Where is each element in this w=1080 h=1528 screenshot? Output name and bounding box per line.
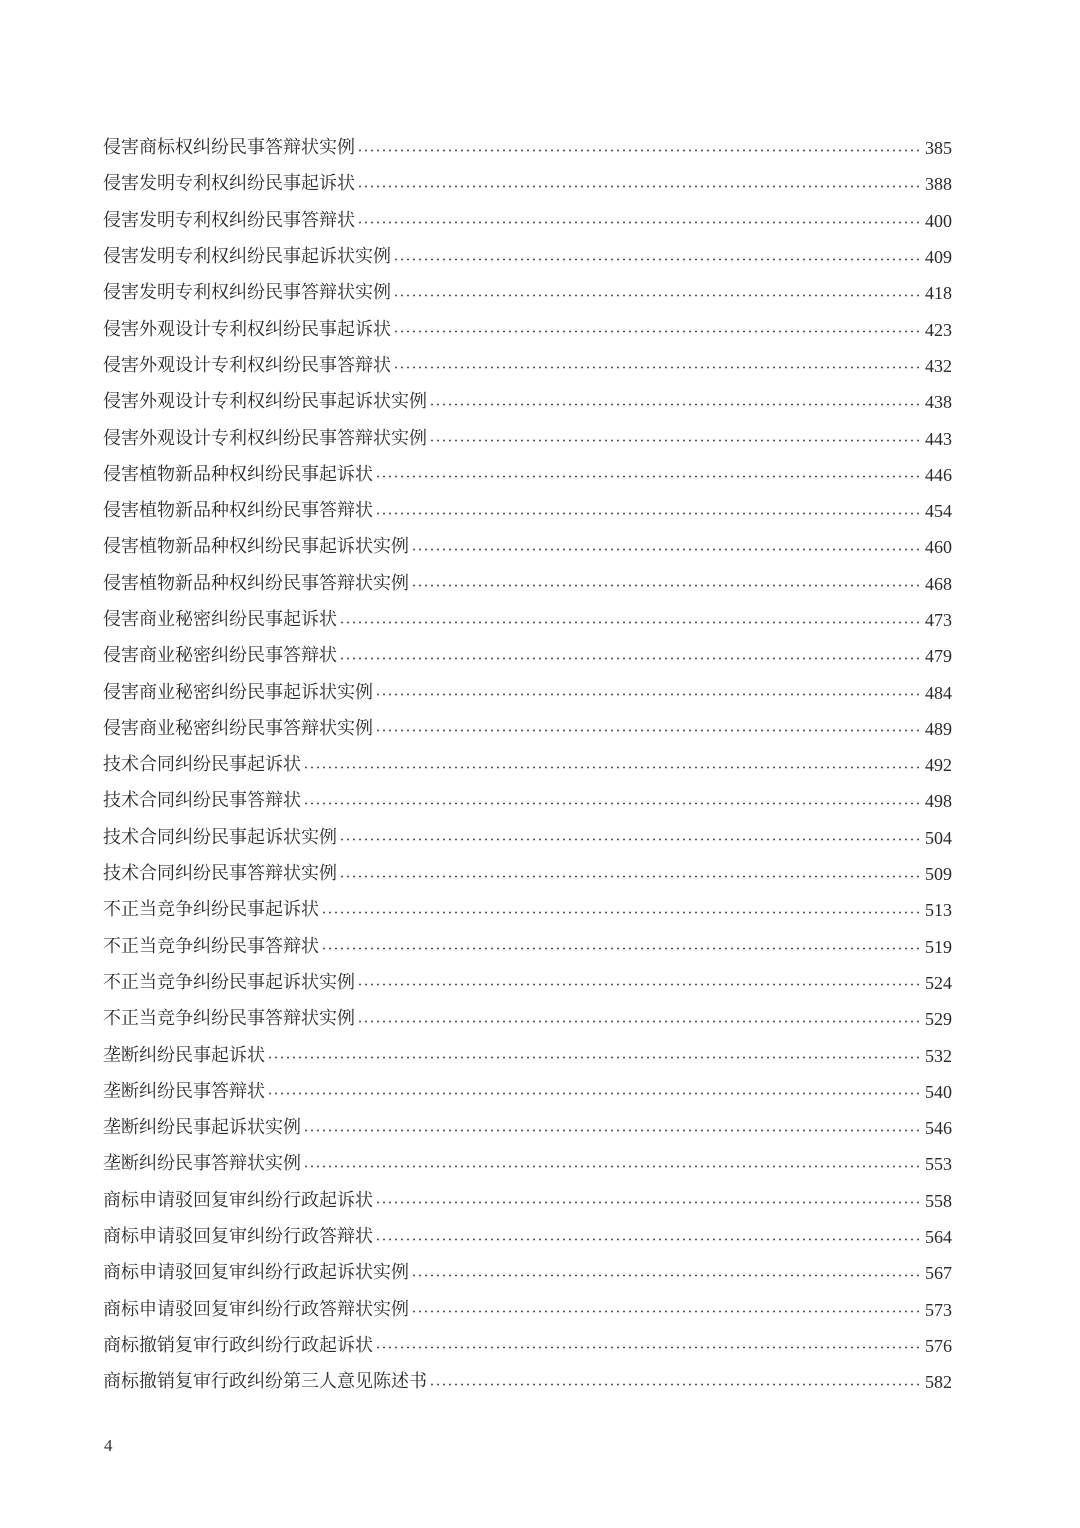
toc-entry-page: 484	[925, 682, 952, 703]
toc-entry-title: 不正当竞争纠纷民事答辩状	[103, 935, 319, 957]
toc-entry[interactable]	[103, 820, 952, 856]
toc-entry-page: 582	[925, 1372, 952, 1393]
dot-leader	[375, 729, 923, 732]
toc-entry[interactable]	[103, 203, 952, 239]
dot-leader	[303, 802, 923, 805]
toc-entry-page: 385	[925, 138, 952, 159]
dot-leader	[303, 766, 923, 769]
toc-entry-title: 侵害商业秘密纠纷民事答辩状	[103, 645, 337, 667]
toc-entry[interactable]	[103, 311, 952, 347]
toc-entry-title: 侵害发明专利权纠纷民事起诉状实例	[103, 246, 391, 268]
toc-entry-title: 侵害外观设计专利权纠纷民事起诉状	[103, 318, 391, 340]
toc-entry-title: 侵害植物新品种权纠纷民事起诉状	[103, 463, 373, 485]
dot-leader	[375, 1201, 923, 1204]
toc-entry[interactable]	[103, 566, 952, 602]
toc-entry-page: 573	[925, 1299, 952, 1320]
toc-entry-page: 423	[925, 319, 952, 340]
dot-leader	[429, 439, 923, 442]
toc-entry-title: 侵害商业秘密纠纷民事起诉状实例	[103, 681, 373, 703]
toc-entry[interactable]	[103, 348, 952, 384]
toc-entry[interactable]	[103, 1292, 952, 1328]
toc-entry[interactable]	[103, 493, 952, 529]
toc-entry-title: 商标申请驳回复审纠纷行政起诉状	[103, 1189, 373, 1211]
toc-entry-title: 不正当竞争纠纷民事答辩状实例	[103, 1008, 355, 1030]
toc-entry[interactable]	[103, 965, 952, 1001]
toc-entry-title: 技术合同纠纷民事起诉状实例	[103, 826, 337, 848]
dot-leader	[357, 1020, 923, 1023]
dot-leader	[375, 475, 923, 478]
dot-leader	[357, 185, 923, 188]
toc-entry[interactable]	[103, 783, 952, 819]
toc-entry[interactable]	[103, 130, 952, 166]
toc-entry[interactable]	[103, 929, 952, 965]
toc-entry-page: 546	[925, 1118, 952, 1139]
toc-entry-title: 商标撤销复审行政纠纷行政起诉状	[103, 1334, 373, 1356]
toc-entry-title: 侵害植物新品种权纠纷民事起诉状实例	[103, 536, 409, 558]
toc-entry-page: 513	[925, 900, 952, 921]
toc-entry-page: 473	[925, 610, 952, 630]
dot-leader	[375, 512, 923, 515]
toc-entry-page: 432	[925, 355, 952, 376]
dot-leader	[303, 1165, 923, 1168]
dot-leader	[429, 403, 923, 406]
dot-leader	[321, 947, 923, 950]
toc-entry-page: 443	[925, 428, 952, 449]
toc-entry[interactable]	[103, 1110, 952, 1146]
dot-leader	[375, 1238, 923, 1241]
toc-entry-title: 侵害外观设计专利权纠纷民事答辩状	[103, 354, 391, 376]
page-number: 4	[104, 1436, 113, 1455]
toc-entry-page: 489	[925, 718, 952, 739]
toc-entry-title: 不正当竞争纠纷民事起诉状	[103, 899, 319, 921]
toc-entry-page: 454	[925, 501, 952, 522]
dot-leader	[411, 584, 923, 587]
dot-leader	[339, 621, 923, 624]
dot-leader	[267, 1092, 923, 1095]
toc-entry-page: 468	[925, 573, 952, 594]
toc-entry[interactable]	[103, 602, 952, 638]
toc-entry-page: 418	[925, 283, 952, 304]
toc-entry[interactable]	[103, 856, 952, 892]
toc-entry[interactable]	[103, 384, 952, 420]
dot-leader	[375, 693, 923, 696]
toc-entry-title: 垄断纠纷民事起诉状实例	[103, 1117, 301, 1139]
toc-entry-page: 553	[925, 1154, 952, 1175]
toc-entry[interactable]	[103, 1037, 952, 1073]
toc-entry-page: 388	[925, 174, 952, 195]
toc-entry-page: 567	[925, 1263, 952, 1284]
dot-leader	[393, 366, 923, 369]
toc-entry[interactable]	[103, 275, 952, 311]
toc-entry-title: 侵害商业秘密纠纷民事起诉状	[103, 609, 337, 630]
toc-entry-title: 技术合同纠纷民事起诉状	[103, 754, 301, 776]
toc-entry-page: 509	[925, 864, 952, 885]
toc-entry[interactable]	[103, 674, 952, 710]
toc-entry-page: 460	[925, 537, 952, 558]
toc-entry[interactable]	[103, 747, 952, 783]
toc-entry-title: 商标申请驳回复审纠纷行政起诉状实例	[103, 1262, 409, 1284]
toc-entry[interactable]	[103, 1328, 952, 1364]
dot-leader	[411, 1310, 923, 1313]
toc-entry-page: 504	[925, 827, 952, 848]
dot-leader	[411, 1274, 923, 1277]
toc-entry[interactable]	[103, 892, 952, 928]
dot-leader	[411, 548, 923, 551]
toc-entry[interactable]	[103, 1219, 952, 1255]
dot-leader	[357, 221, 923, 224]
toc-entry[interactable]	[103, 239, 952, 275]
toc-entry[interactable]	[103, 1146, 952, 1182]
toc-entry-page: 498	[925, 791, 952, 812]
toc-entry-title: 侵害商标权纠纷民事答辩状实例	[103, 137, 355, 159]
toc-entry[interactable]	[103, 1364, 952, 1400]
table-of-contents	[103, 130, 952, 1400]
toc-entry-title: 技术合同纠纷民事答辩状	[103, 790, 301, 812]
toc-entry-page: 529	[925, 1009, 952, 1030]
toc-entry-title: 侵害发明专利权纠纷民事答辩状实例	[103, 282, 391, 304]
toc-entry[interactable]	[103, 1001, 952, 1037]
toc-entry-title: 侵害发明专利权纠纷民事答辩状	[103, 209, 355, 231]
toc-entry[interactable]	[103, 638, 952, 674]
dot-leader	[393, 330, 923, 333]
toc-entry[interactable]	[103, 1255, 952, 1291]
toc-entry-page: 524	[925, 972, 952, 993]
toc-entry-title: 侵害植物新品种权纠纷民事答辩状	[103, 500, 373, 522]
toc-entry-title: 垄断纠纷民事答辩状	[103, 1080, 265, 1102]
toc-entry-page: 409	[925, 247, 952, 268]
toc-entry-page: 479	[925, 646, 952, 667]
dot-leader	[339, 875, 923, 878]
toc-entry[interactable]	[103, 420, 952, 456]
dot-leader	[357, 149, 923, 152]
toc-entry-title: 侵害外观设计专利权纠纷民事起诉状实例	[103, 391, 427, 413]
toc-entry-page: 492	[925, 755, 952, 776]
toc-entry[interactable]	[103, 529, 952, 565]
toc-entry[interactable]	[103, 457, 952, 493]
toc-entry-title: 技术合同纠纷民事答辩状实例	[103, 863, 337, 885]
toc-entry[interactable]	[103, 1183, 952, 1219]
toc-entry-page: 519	[925, 936, 952, 957]
dot-leader	[393, 294, 923, 297]
dot-leader	[339, 657, 923, 660]
toc-entry-title: 侵害发明专利权纠纷民事起诉状	[103, 173, 355, 195]
toc-entry-page: 564	[925, 1227, 952, 1248]
toc-entry[interactable]	[103, 166, 952, 202]
toc-entry-page: 558	[925, 1190, 952, 1211]
toc-entry-title: 商标申请驳回复审纠纷行政答辩状	[103, 1226, 373, 1248]
dot-leader	[267, 1056, 923, 1059]
toc-entry-title: 不正当竞争纠纷民事起诉状实例	[103, 971, 355, 993]
dot-leader	[393, 258, 923, 261]
toc-entry-page: 400	[925, 210, 952, 231]
toc-entry-page: 446	[925, 464, 952, 485]
toc-entry-title: 侵害植物新品种权纠纷民事答辩状实例	[103, 572, 409, 594]
toc-entry-page: 576	[925, 1335, 952, 1356]
dot-leader	[321, 911, 923, 914]
dot-leader	[375, 1346, 923, 1349]
dot-leader	[339, 838, 923, 841]
toc-entry-title: 垄断纠纷民事答辩状实例	[103, 1153, 301, 1175]
toc-entry-page: 540	[925, 1081, 952, 1102]
dot-leader	[357, 983, 923, 986]
dot-leader	[303, 1129, 923, 1132]
toc-entry-title: 垄断纠纷民事起诉状	[103, 1044, 265, 1066]
toc-entry-title: 商标申请驳回复审纠纷行政答辩状实例	[103, 1298, 409, 1320]
toc-entry-title: 侵害商业秘密纠纷民事答辩状实例	[103, 717, 373, 739]
toc-entry-page: 532	[925, 1045, 952, 1066]
dot-leader	[429, 1383, 923, 1386]
toc-entry-title: 侵害外观设计专利权纠纷民事答辩状实例	[103, 427, 427, 449]
toc-entry[interactable]	[103, 711, 952, 747]
toc-entry[interactable]	[103, 1074, 952, 1110]
toc-entry-title: 商标撤销复审行政纠纷第三人意见陈述书	[103, 1371, 427, 1393]
toc-entry-page: 438	[925, 392, 952, 413]
